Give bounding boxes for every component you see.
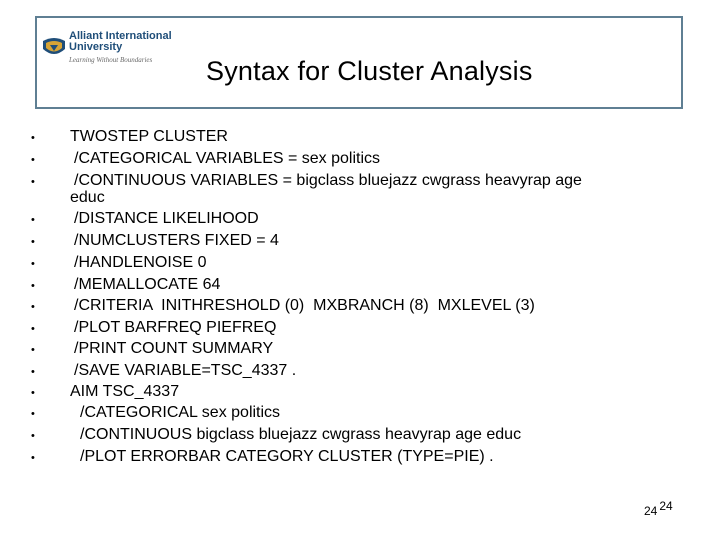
page-number-main: 24: [644, 504, 658, 518]
syntax-line: /PLOT BARFREQ PIEFREQ: [74, 319, 277, 336]
syntax-line: /MEMALLOCATE 64: [74, 276, 221, 293]
page-number: [644, 499, 673, 518]
bullet-marker: •: [31, 387, 35, 399]
syntax-line: /HANDLENOISE 0: [74, 254, 207, 271]
bullet-marker: •: [31, 132, 35, 144]
logo-text: Alliant International University: [69, 30, 172, 53]
syntax-line: /NUMCLUSTERS FIXED = 4: [74, 232, 279, 249]
bullet-marker: •: [31, 214, 35, 226]
bullet-marker: •: [31, 301, 35, 313]
bullet-marker: •: [31, 366, 35, 378]
syntax-line: /CATEGORICAL sex politics: [80, 404, 281, 421]
syntax-line: /DISTANCE LIKELIHOOD: [74, 210, 259, 227]
bullet-marker: •: [31, 344, 35, 356]
bullet-marker: •: [31, 236, 35, 248]
bullet-marker: •: [31, 408, 35, 420]
page-number-superscript: 24: [659, 499, 673, 513]
bullet-marker: •: [31, 176, 35, 188]
page-title: Syntax for Cluster Analysis: [206, 56, 533, 86]
bullet-marker: •: [31, 452, 35, 464]
syntax-line: AIM TSC_4337: [70, 383, 180, 400]
bullet-marker: •: [31, 154, 35, 166]
syntax-line: /PLOT ERRORBAR CATEGORY CLUSTER (TYPE=PIE) .: [80, 448, 494, 465]
syntax-line: educ: [70, 189, 105, 206]
bullet-marker: •: [31, 430, 35, 442]
bullet-marker: •: [31, 280, 35, 292]
syntax-line: TWOSTEP CLUSTER: [70, 128, 228, 145]
syntax-line: /SAVE VARIABLE=TSC_4337 .: [74, 362, 297, 379]
syntax-line: /CRITERIA INITHRESHOLD (0) MXBRANCH (8) MXLEVEL (3): [74, 297, 535, 314]
syntax-line: /CONTINUOUS bigclass bluejazz cwgrass heavyrap age educ: [80, 426, 522, 443]
bullet-marker: •: [31, 258, 35, 270]
logo-tagline: Learning Without Boundaries: [69, 56, 153, 64]
bullet-marker: •: [31, 323, 35, 335]
syntax-line: /PRINT COUNT SUMMARY: [74, 340, 274, 357]
syntax-line: /CATEGORICAL VARIABLES = sex politics: [74, 150, 381, 167]
syntax-line: /CONTINUOUS VARIABLES = bigclass bluejazz cwgrass heavyrap age: [74, 172, 582, 189]
